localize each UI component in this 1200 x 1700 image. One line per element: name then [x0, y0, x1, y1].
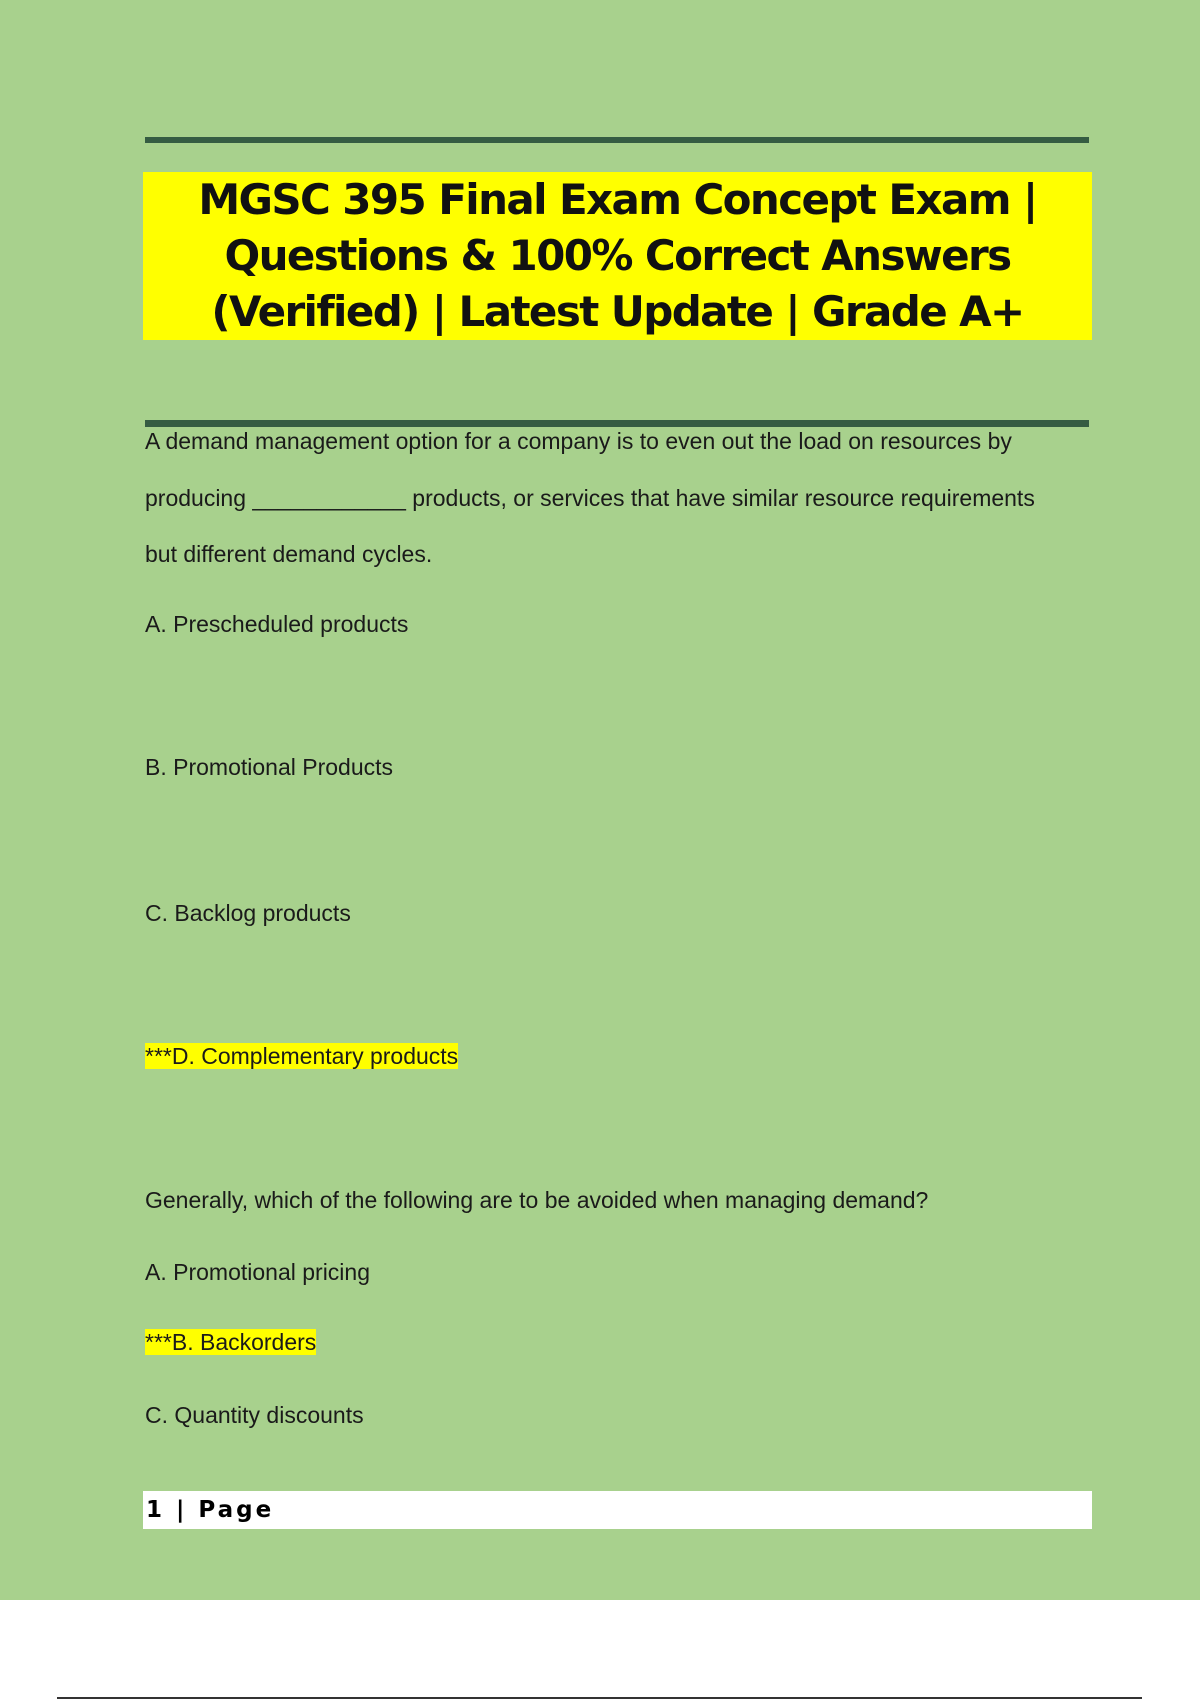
question-1-option-b: B. Promotional Products	[145, 754, 394, 780]
next-page-divider	[57, 1697, 1142, 1699]
title-line-3: (Verified) | Latest Update | Grade A+	[211, 287, 1024, 336]
question-2-option-c: C. Quantity discounts	[145, 1402, 364, 1428]
question-1-stem-line-3: but different demand cycles.	[145, 541, 433, 567]
question-1-option-d-correct	[145, 1041, 458, 1071]
question-1-option-a: A. Prescheduled products	[145, 611, 409, 637]
answer-highlight: ***B. Backorders	[145, 1329, 317, 1355]
question-2-option-a: A. Promotional pricing	[145, 1259, 370, 1285]
page-footer	[143, 1491, 1092, 1529]
question-2-option-b-correct	[145, 1327, 316, 1357]
title-line-1: MGSC 395 Final Exam Concept Exam |	[198, 175, 1037, 224]
title-banner	[143, 172, 1092, 340]
page-number: 1 | Page	[146, 1497, 275, 1523]
question-2-stem-line-1: Generally, which of the following are to be avoided when managing demand?	[145, 1187, 929, 1213]
title-line-2: Questions & 100% Correct Answers	[224, 231, 1011, 280]
answer-highlight: ***D. Complementary products	[145, 1043, 459, 1069]
top-divider	[145, 137, 1089, 143]
question-1-stem-line-1: A demand management option for a company is to even out the load on resources by	[145, 428, 1012, 454]
question-1-stem-line-2: producing ____________ products, or services that have similar resource requirements	[145, 485, 1035, 511]
question-1-option-c: C. Backlog products	[145, 900, 351, 926]
